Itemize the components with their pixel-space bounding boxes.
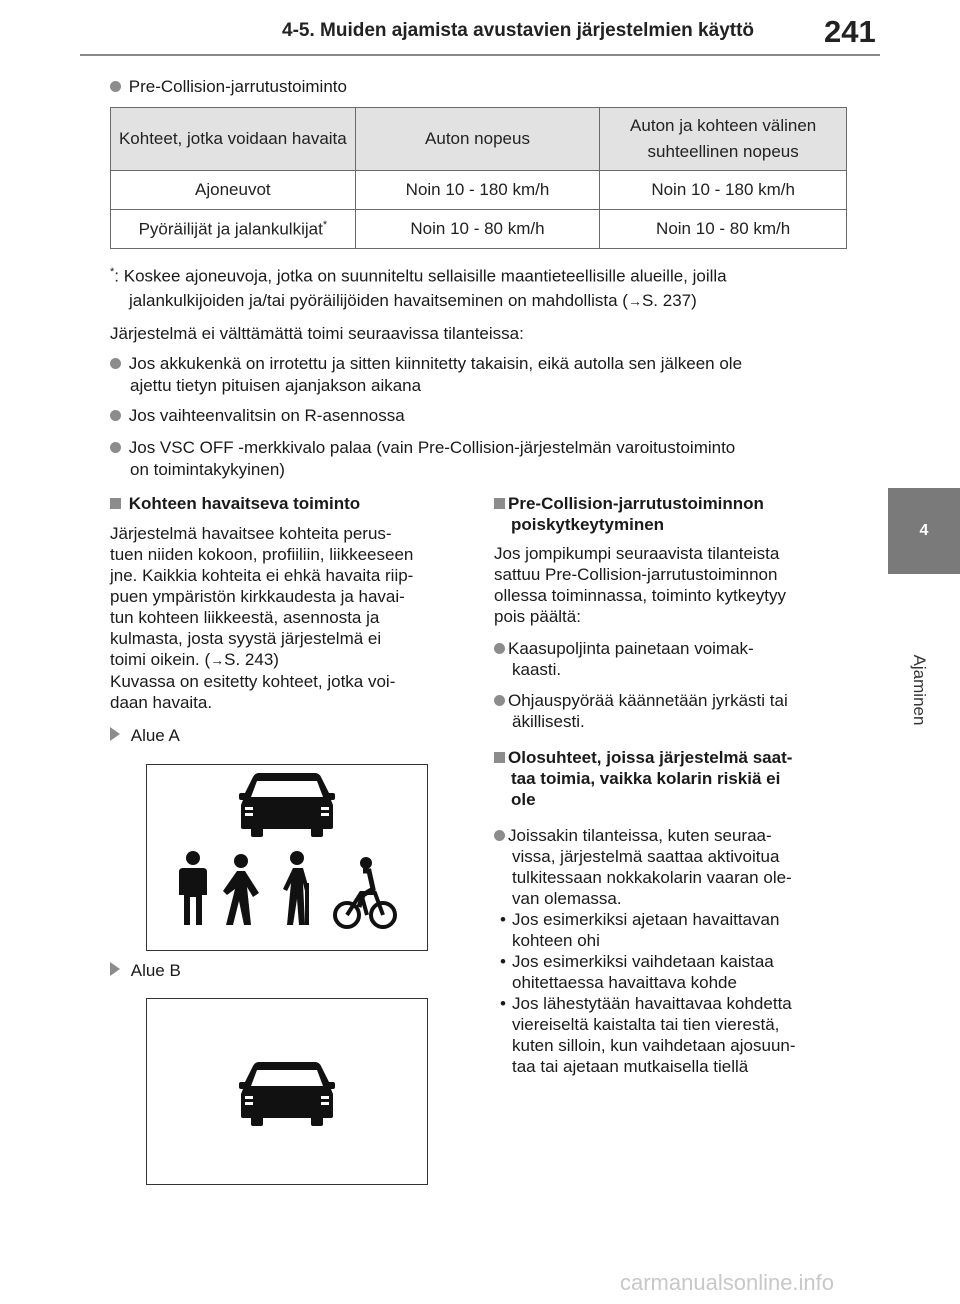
figure-area-b [146, 998, 428, 1185]
table-cell: Noin 10 - 80 km/h [355, 210, 600, 249]
para-line: Jos jompikumpi seuraavista tilanteista [494, 544, 780, 563]
car-icon [239, 1062, 335, 1126]
dash-item-text: Jos esimerkiksi vaihdetaan kaistaa [512, 952, 774, 971]
chapter-label: Ajaminen [910, 654, 929, 726]
para-line: sattuu Pre-Collision-jarrutustoiminnon [494, 565, 778, 584]
table-cell: Noin 10 - 180 km/h [600, 171, 847, 210]
intro-bullet-row [110, 76, 347, 97]
table-header-row [111, 108, 847, 171]
bullet-text: vissa, järjestelmä saattaa aktivoitua [512, 847, 780, 866]
footnote-mark: * [322, 218, 328, 231]
right-bullet [494, 825, 854, 1077]
dash-item-text: kohteen ohi [512, 931, 600, 950]
page-ref: S. 237) [641, 291, 697, 310]
section-title: 4-5. Muiden ajamista avustavien järjestelmien käyttö [282, 20, 755, 41]
dash-item-text: Jos esimerkiksi ajetaan havaittavan [512, 910, 780, 929]
area-a-label [110, 725, 180, 746]
right-heading-1 [494, 493, 854, 535]
heading-line: poiskytkeytyminen [511, 515, 665, 534]
footnote-line: : Koskee ajoneuvoja, jotka on suunniteltu sellaisille maantieteellisille alueille, joilla [114, 266, 727, 286]
condition-text: Jos vaihteenvalitsin on R-asennossa [128, 406, 405, 425]
arrow-icon: → [210, 652, 225, 668]
square-bullet-icon [494, 498, 505, 509]
heading-line: taa toimia, vaikka kolarin riskiä ei [511, 769, 781, 788]
bullet-text: äkillisesti. [512, 712, 585, 731]
right-bullet [494, 638, 854, 680]
condition-item [110, 405, 405, 426]
condition-text: Jos akkukenkä on irrotettu ja sitten kiinnitetty takaisin, eikä autolla sen jälkeen ole [128, 354, 743, 373]
footnote [110, 262, 727, 287]
para-line: pois päältä: [494, 607, 581, 626]
table-cell: Noin 10 - 180 km/h [355, 171, 600, 210]
area-a-text: Alue A [130, 726, 180, 745]
dot-bullet-icon: • [500, 952, 506, 971]
para-line: ollessa toiminnassa, toiminto kytkeytyy [494, 586, 786, 605]
condition-item [110, 353, 742, 374]
para-line: kulmasta, josta syystä järjestelmä ei [110, 629, 382, 648]
condition-item [110, 437, 735, 458]
dash-item-text: kuten silloin, kun vaihdetaan ajosuun- [512, 1036, 796, 1055]
condition-text-cont: ajettu tietyn pituisen ajanjakson aikana [130, 376, 422, 395]
para-line: daan havaita. [110, 693, 213, 712]
bullet-text: tulkitessaan nokkakolarin vaaran ole- [512, 868, 792, 887]
dash-item-text: taa tai ajetaan mutkaisella tiellä [512, 1057, 749, 1076]
page-number: 241 [824, 14, 876, 49]
bullet-icon [494, 643, 505, 654]
area-b-label [110, 960, 181, 981]
footnote-text: jalankulkijoiden ja/tai pyöräilijöiden havaitseminen on mahdollista ( [129, 291, 628, 310]
watermark: carmanualsonline.info [620, 1270, 835, 1295]
para-line: jne. Kaikkia kohteita ei ehkä havaita riip- [110, 566, 414, 585]
table-cell [111, 210, 356, 249]
para-line: Kuvassa on esitetty kohteet, jotka voi- [110, 672, 396, 691]
bullet-text: kaasti. [512, 660, 562, 679]
conditions-intro: Järjestelmä ei välttämättä toimi seuraavissa tilanteissa: [110, 324, 524, 343]
para-line [110, 649, 470, 671]
dot-bullet-icon: • [500, 910, 506, 929]
para-line: Järjestelmä havaitsee kohteita perus- [110, 524, 392, 543]
right-paragraph [494, 543, 854, 627]
square-bullet-icon [110, 498, 121, 509]
heading-line: Olosuhteet, joissa järjestelmä saat- [508, 748, 793, 767]
table-header-cell: Kohteet, jotka voidaan havaita [111, 108, 356, 171]
table-row [111, 171, 847, 210]
left-heading [110, 493, 360, 514]
bullet-text: van olemassa. [512, 889, 622, 908]
para-line: tuen niiden kokoon, profiiliin, liikkeeseen [110, 545, 414, 564]
dash-item-text: viereiseltä kaistalta tai tien vierestä, [512, 1015, 780, 1034]
condition-text-cont: on toimintakykyinen) [130, 460, 285, 479]
triangle-bullet-icon [110, 962, 120, 976]
table-cell: Noin 10 - 80 km/h [600, 210, 847, 249]
bullet-icon [494, 695, 505, 706]
bullet-icon [494, 830, 505, 841]
left-heading-text: Kohteen havaitseva toiminto [128, 494, 361, 513]
table-cell: Ajoneuvot [111, 171, 356, 210]
header-rule [80, 54, 880, 56]
pedestrian-walking-icon [223, 854, 259, 925]
page-ref: S. 243) [224, 650, 279, 669]
cyclist-icon [335, 857, 395, 927]
dash-item-text: ohitettaessa havaittava kohde [512, 973, 737, 992]
right-bullet [494, 690, 854, 732]
table-header-cell: Auton ja kohteen välinen suhteellinen nopeus [600, 108, 847, 171]
arrow-icon: → [627, 293, 642, 309]
left-paragraph [110, 523, 470, 713]
intro-bullet-text: Pre-Collision-jarrutustoiminto [128, 77, 347, 96]
footnote-line2 [129, 290, 697, 312]
square-bullet-icon [494, 752, 505, 763]
bullet-icon [110, 358, 121, 369]
condition-text: Jos VSC OFF -merkkivalo palaa (vain Pre-Collision-järjestelmän varoitustoiminto [128, 438, 736, 457]
dash-item-text: Jos lähestytään havaittavaa kohdetta [512, 994, 792, 1013]
bullet-icon [110, 81, 121, 92]
bullet-text: Ohjauspyörää käännetään jyrkästi tai [508, 691, 788, 710]
footnote-star: * [110, 266, 115, 278]
area-b-text: Alue B [130, 961, 181, 980]
bullet-icon [110, 442, 121, 453]
triangle-bullet-icon [110, 727, 120, 741]
table-header-cell: Auton nopeus [355, 108, 600, 171]
right-heading-2 [494, 747, 854, 810]
bullet-text: Kaasupoljinta painetaan voimak- [508, 639, 754, 658]
car-icon [239, 773, 335, 837]
pedestrian-with-bike-icon [283, 851, 309, 925]
table-row [111, 210, 847, 249]
dot-bullet-icon: • [500, 994, 506, 1013]
para-line: tun kohteen liikkeestä, asennosta ja [110, 608, 380, 627]
detection-table [110, 107, 847, 249]
area-a-illustration [147, 765, 427, 950]
table-cell-text: Pyöräilijät ja jalankulkijat [138, 219, 323, 239]
area-b-illustration [147, 999, 427, 1184]
bullet-icon [110, 410, 121, 421]
figure-area-a [146, 764, 428, 951]
pedestrian-standing-icon [179, 851, 207, 925]
para-text: toimi oikein. ( [110, 650, 211, 669]
heading-line: ole [511, 790, 536, 809]
bullet-text: Joissakin tilanteissa, kuten seuraa- [508, 826, 772, 845]
para-line: puen ympäristön kirkkaudesta ja havai- [110, 587, 405, 606]
heading-line: Pre-Collision-jarrutustoiminnon [508, 494, 764, 513]
chapter-tab: 4 [888, 488, 960, 574]
